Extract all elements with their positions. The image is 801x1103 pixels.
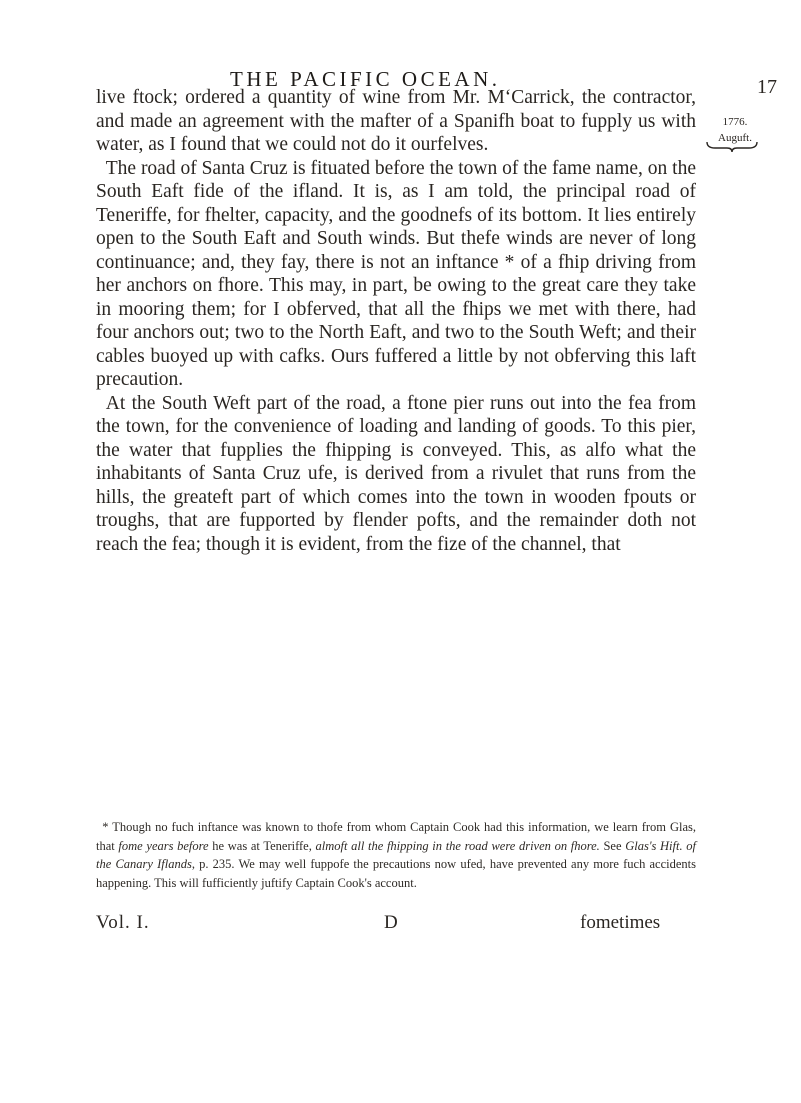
- margin-brace-icon: [705, 141, 759, 153]
- footnote-text: he was at Teneriffe,: [208, 838, 316, 853]
- footnote-text: See: [599, 838, 626, 853]
- volume-number: Vol. I.: [96, 912, 150, 933]
- footnote-text: Though no fuch inftance was known to thofe from whom Captain Cook had this information, we learn from Glas, that: [96, 820, 696, 853]
- catchword: fometimes: [580, 912, 661, 933]
- paragraph-1: live ftock; ordered a quantity of wine from Mr. M‘Carrick, the contractor, and made an agreement with the mafter of a Spanifh boat to fupply us with water, as I found that we could not do it ourfelves.: [96, 87, 696, 155]
- body-text: [96, 86, 696, 556]
- footnote-italic: Glas's Hift. of the Canary Iflands: [96, 838, 696, 871]
- paragraph-3: At the South Weft part of the road, a ftone pier runs out into the fea from the town, for the convenience of loading and landing of goods. To this pier, the water that fupplies the fhipping is conveyed. This, as alfo what the inhabitants of Santa Cruz ufe, is derived from a rivulet that runs from the hills, the greateft part of which comes into the town in wooden fpouts or troughs, that are fupported by flender pofts, and the remainder doth not reach the fea; though it is evident, from the fize of the channel, that: [96, 392, 696, 555]
- running-title: THE PACIFIC OCEAN.: [230, 67, 501, 91]
- page-number: 17: [757, 76, 777, 98]
- signature-mark: D: [384, 912, 398, 933]
- footnote-marker: *: [102, 820, 109, 834]
- footnote-text: , p. 235. We may well fuppofe the precautions now ufed, have prevented any more fuch accidents happening. This will fufficiently juftify Captain Cook's account.: [96, 857, 697, 890]
- margin-note-month: Auguft.: [718, 132, 752, 144]
- margin-note-year: 1776.: [722, 116, 748, 128]
- paragraph-2: The road of Santa Cruz is fituated before the town of the fame name, on the South Eaft fide of the ifland. It is, as I am told, the principal road of Teneriffe, for fhelter, capacity, and the goodnefs of its bottom. It lies entirely open to the South Eaft and South winds. But thefe winds are never of long continuance; and, they fay, there is not an inftance * of a fhip driving from her anchors on fhore. This may, in part, be owing to the great care they take in mooring them; for I obferved, that all the fhips we met with there, had four anchors out; two to the North Eaft, and two to the South Weft; and their cables buoyed up with cafks. Ours fuffered a little by not obferving this laft precaution.: [96, 157, 696, 390]
- footnote-italic: almoft all the fhipping in the road were driven on fhore.: [315, 838, 600, 853]
- footnote: [96, 818, 696, 892]
- footnote-italic: fome years before: [118, 838, 209, 853]
